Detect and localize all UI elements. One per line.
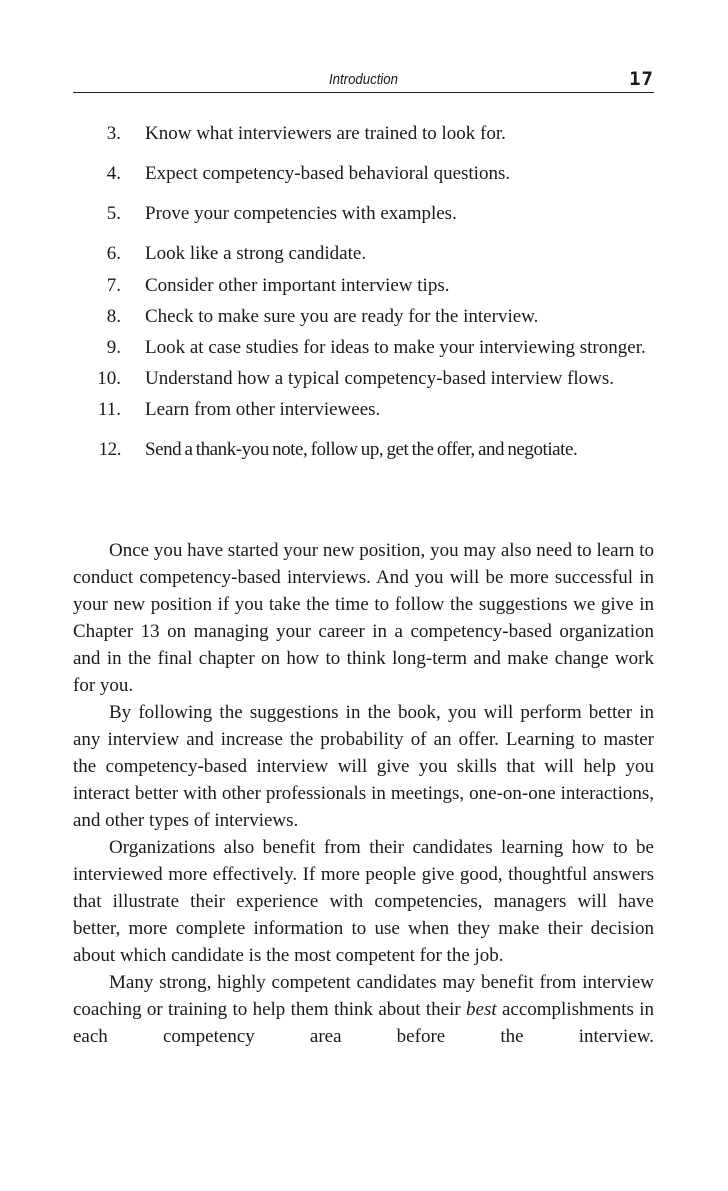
list-item-number: 4. [106, 163, 121, 184]
list-item-number: 8. [106, 306, 121, 327]
paragraph-text: Many strong, highly competent candidates may benefit from interview coaching or training to help them think about their [73, 972, 654, 1020]
list-item [73, 241, 654, 267]
list-item-number: 11. [97, 399, 121, 420]
paragraph: By following the suggestions in the book, you will perform better in any interview and increase the probability of an offer. Learning to master the competency-based interview will give you skills that will help you interact better with other professionals in meetings, one-on-one interactions, and other types of interviews. [73, 702, 654, 831]
list-item-number: 12. [98, 439, 121, 460]
list-item-text: Learn from other interviewees. [145, 399, 381, 420]
list-item-text: Look at case studies for ideas to make your interviewing stronger. [145, 337, 646, 358]
list-item [73, 335, 654, 361]
list-item-text: Prove your competencies with examples. [145, 203, 457, 224]
list-item [73, 161, 654, 187]
list-item-number: 7. [106, 275, 121, 296]
emphasis-text: best [466, 999, 497, 1020]
list-item-text: Consider other important interview tips. [145, 275, 450, 296]
list-item [73, 304, 654, 330]
paragraph-text: accomplishments in each competency area before the interview. [73, 999, 654, 1047]
list-item-text: Know what interviewers are trained to look for. [145, 123, 506, 144]
list-item [73, 437, 654, 463]
list-item-text: Look like a strong candidate. [145, 243, 367, 264]
list-item [73, 201, 654, 227]
body-text [73, 537, 654, 1050]
running-head [73, 66, 654, 93]
list-item-text: Understand how a typical competency-based interview flows. [145, 368, 615, 389]
list-item-number: 6. [106, 243, 121, 264]
list-item [73, 273, 654, 299]
page-number: 17 [629, 68, 654, 90]
list-item-text: Send a thank-you note, follow up, get the offer, and negotiate. [145, 439, 578, 460]
list-item [73, 366, 654, 392]
list-item-number: 9. [106, 337, 121, 358]
steps-list [73, 121, 654, 463]
list-item-text: Expect competency-based behavioral questions. [145, 163, 511, 184]
paragraph: Organizations also benefit from their candidates learning how to be interviewed more effectively. If more people give good, thoughtful answers that illustrate their experience with competencies, managers will have better, more complete information to use when they make their decision about which candidate is the most competent for the job. [73, 837, 654, 966]
list-item-number: 3. [106, 123, 121, 144]
paragraph [73, 969, 654, 1050]
paragraph: Once you have started your new position, you may also need to learn to conduct competency-based interviews. And you will be more successful in your new position if you take the time to follow the suggestions we give in Chapter 13 on managing your career in a competency-based organization and in the final chapter on how to think long-term and make change work for you. [73, 540, 654, 696]
list-item-number: 10. [97, 368, 121, 389]
list-item-number: 5. [106, 203, 121, 224]
list-item [73, 121, 654, 147]
running-title: Introduction [329, 71, 398, 88]
list-item [73, 397, 654, 423]
list-item-text: Check to make sure you are ready for the interview. [145, 306, 539, 327]
